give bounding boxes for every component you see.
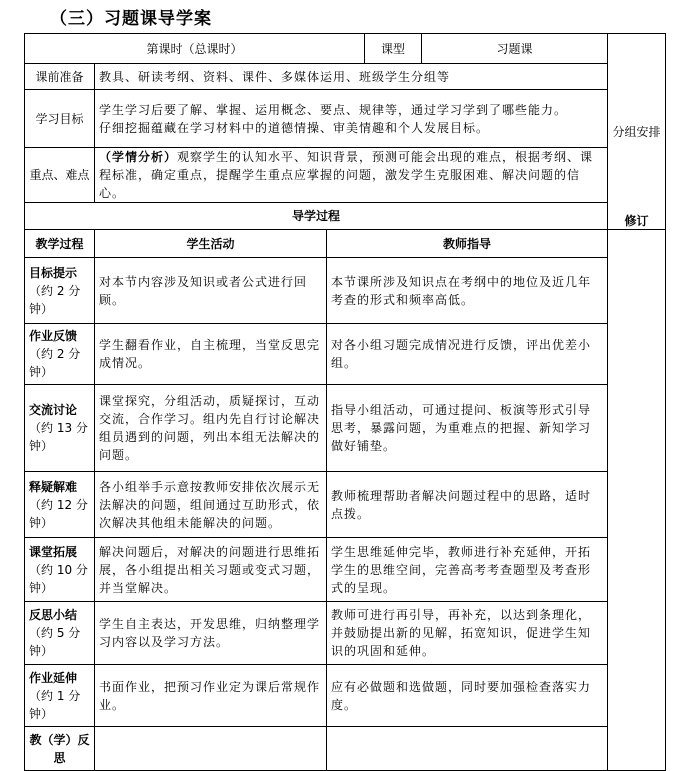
focus-label: 重点、难点 <box>25 148 95 203</box>
col-student: 学生活动 <box>95 230 327 258</box>
student-activity: 课堂探究，分组活动，质疑探讨，互动交流，合作学习。组内先自行讨论解决组员遇到的问题，列出本组无法解决的问题。 <box>95 385 327 472</box>
period-label: 第课时（总课时） <box>25 34 365 64</box>
teacher-guidance: 教师梳理帮助者解决问题过程中的思路，适时点拨。 <box>327 472 608 538</box>
reflection-teacher-blank <box>327 727 608 771</box>
revision-cell <box>608 214 666 771</box>
process-name: 目标提示 <box>29 265 78 280</box>
guide-title-row <box>25 203 666 230</box>
student-activity: 各小组举手示意按教师安排依次展示无法解决的问题，组间通过互助形式，依次解决其他组未能解决的问题。 <box>95 472 327 538</box>
student-activity: 对本节内容涉及知识或者公式进行回顾。 <box>95 258 327 324</box>
process-time: （约 2 分钟） <box>29 347 81 379</box>
process-row <box>25 472 666 538</box>
process-step <box>25 258 95 324</box>
process-step <box>25 538 95 602</box>
process-row <box>25 258 666 324</box>
lesson-plan-table <box>24 33 666 771</box>
goals-label: 学习目标 <box>25 90 95 148</box>
teacher-guidance: 学生思维延伸完毕，教师进行补充延伸，开拓学生的思维空间，完善高考考查题型及考查形式的呈现。 <box>327 538 608 602</box>
page-title: （三）习题课导学案 <box>50 9 212 29</box>
reflection-label: 教（学）反思 <box>25 727 95 771</box>
student-activity: 书面作业，把预习作业定为课后常规作业。 <box>95 665 327 727</box>
col-teacher: 教师指导 <box>327 230 608 258</box>
teacher-guidance: 指导小组活动，可通过提问、板演等形式引导思考，暴露问题，为重难点的把握、新知学习做好铺垫。 <box>327 385 608 472</box>
teacher-guidance: 本节课所涉及知识点在考纲中的地位及近几年考查的形式和频率高低。 <box>327 258 608 324</box>
goals-line: 仔细挖掘蕴藏在学习材料中的道德情操、审美情趣和个人发展目标。 <box>99 120 490 135</box>
process-step <box>25 665 95 727</box>
process-time: （约 2 分钟） <box>29 283 81 316</box>
process-step <box>25 472 95 538</box>
student-activity: 学生翻看作业，自主梳理，当堂反思完成情况。 <box>95 324 327 385</box>
process-step <box>25 602 95 665</box>
revision-label: 修订 <box>624 214 649 228</box>
process-row <box>25 665 666 727</box>
process-row <box>25 602 666 665</box>
student-activity: 学生自主表达，开发思维，归纳整理学习内容以及学习方法。 <box>95 602 327 665</box>
focus-text: 观察学生的认知水平、知识背景，预测可能会出现的难点，根据考纲、课程标准，确定重点，提醒学生重点应掌握的问题，激发学生克服困难、解决问题的信心。 <box>99 150 594 200</box>
process-name: 交流讨论 <box>29 403 78 417</box>
type-label: 课型 <box>365 34 422 64</box>
process-name: 作业延伸 <box>29 670 78 685</box>
teacher-guidance: 应有必做题和选做题，同时要加强检查落实力度。 <box>327 665 608 727</box>
analysis-tag: （学情分析） <box>99 150 178 164</box>
process-step <box>25 385 95 472</box>
goals-line: 学生学习后要了解、掌握、运用概念、要点、规律等，通过学习学到了哪些能力。 <box>99 102 568 117</box>
process-name: 课堂拓展 <box>29 544 78 559</box>
prep-label: 课前准备 <box>25 64 95 90</box>
teacher-guidance: 对各小组习题完成情况进行反馈，评出优差小组。 <box>327 324 608 385</box>
goals-content <box>95 90 608 148</box>
process-time: （约 13 分钟） <box>29 421 88 453</box>
grouping-cell: 分组安排 <box>608 34 666 230</box>
col-process: 教学过程 <box>25 230 95 258</box>
process-step <box>25 324 95 385</box>
goals-row <box>25 90 666 148</box>
student-activity: 解决问题后，对解决的问题进行思维拓展，各小组提出相关习题或变式习题，并当堂解决。 <box>95 538 327 602</box>
process-name: 释疑解难 <box>29 479 78 494</box>
process-name: 反思小结 <box>29 608 78 622</box>
process-name: 作业反馈 <box>29 329 78 343</box>
focus-row <box>25 148 666 203</box>
focus-content <box>95 148 608 203</box>
process-time: （约 12 分钟） <box>29 497 88 530</box>
reflection-student-blank <box>95 727 327 771</box>
column-header-row <box>25 230 666 258</box>
prep-row <box>25 64 666 90</box>
process-time: （约 10 分钟） <box>29 562 88 595</box>
process-row <box>25 538 666 602</box>
header-row <box>25 34 666 64</box>
process-row <box>25 385 666 472</box>
teacher-guidance: 教师可进行再引导，再补充，以达到条理化，并鼓励提出新的见解，拓宽知识，促进学生知识的巩固和延伸。 <box>327 602 608 665</box>
guide-title: 导学过程 <box>25 203 608 230</box>
type-value: 习题课 <box>422 34 608 64</box>
process-time: （约 5 分钟） <box>29 626 81 658</box>
process-row <box>25 324 666 385</box>
prep-content: 教具、研读考纲、资料、课件、多媒体运用、班级学生分组等 <box>95 64 608 90</box>
process-time: （约 1 分钟） <box>29 688 81 721</box>
reflection-row <box>25 727 666 771</box>
